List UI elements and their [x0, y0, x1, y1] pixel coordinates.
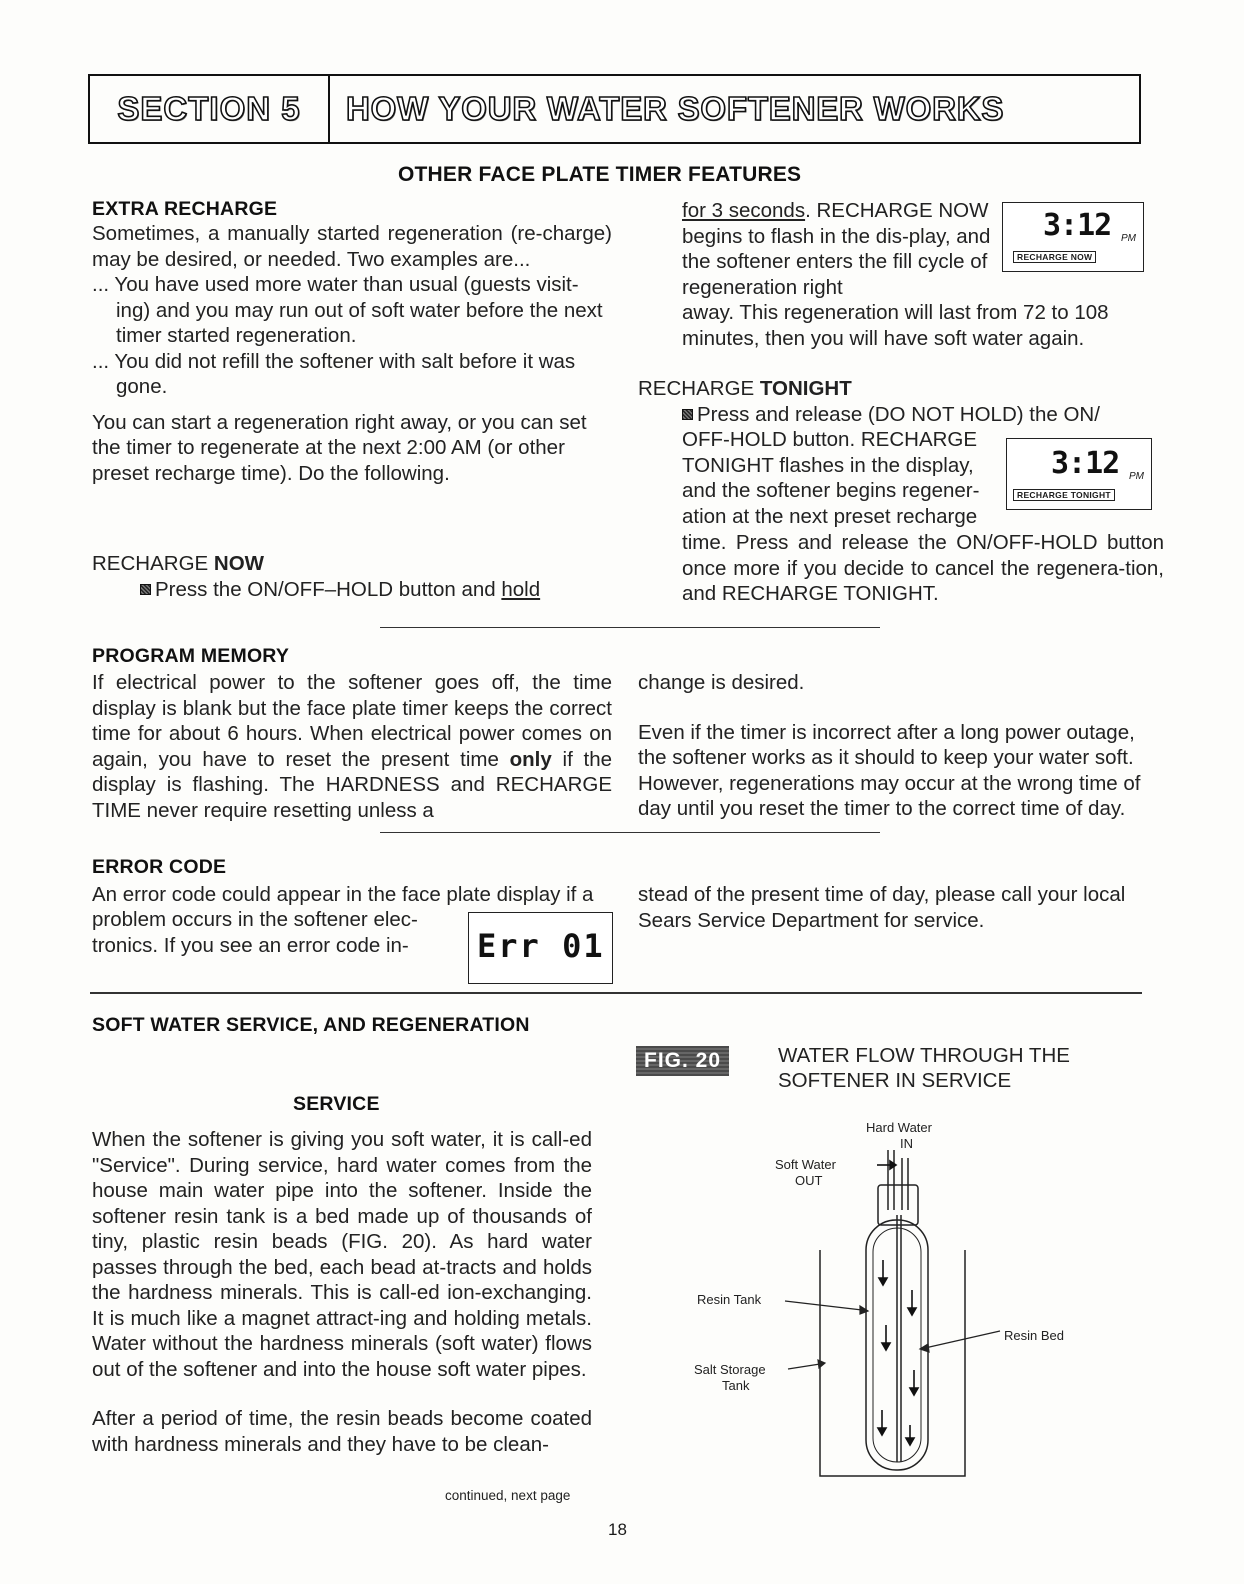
label-salt-storage: Salt Storage	[694, 1362, 766, 1377]
softener-diagram	[690, 1140, 1090, 1490]
recharge-tonight-step-body: OFF-HOLD button. RECHARGE TONIGHT flashes in the display, and the softener begins regener-ation at the next preset recharge	[682, 428, 980, 528]
display-time: 3:12	[1043, 208, 1112, 243]
features-title: OTHER FACE PLATE TIMER FEATURES	[398, 163, 802, 186]
error-code-heading: ERROR CODE	[92, 856, 227, 878]
bullet-icon	[140, 584, 151, 595]
recharge-tonight-display	[1006, 438, 1152, 510]
figure-caption-line-2: SOFTENER IN SERVICE	[778, 1069, 1012, 1092]
soft-water-heading: SOFT WATER SERVICE, AND REGENERATION	[92, 1014, 530, 1036]
hold-duration: for 3 seconds	[682, 199, 806, 222]
recharge-tonight-block	[638, 376, 1163, 427]
label-soft-water: Soft Water	[775, 1157, 836, 1172]
example-2-lead: ... You did not refill the softener with salt before it was	[92, 349, 576, 373]
display-time: 3:12	[1051, 446, 1120, 481]
recharge-tonight-step-lead: Press and release (DO NOT HOLD) the ON/	[638, 402, 1163, 428]
label-soft-water-out: OUT	[795, 1173, 823, 1188]
label-salt-storage-tank: Tank	[722, 1378, 750, 1393]
display-caption: RECHARGE TONIGHT	[1013, 489, 1115, 501]
recharge-now-cont-text: . RECHARGE NOW begins to flash in the dis-play, and the softener enters the fill cycle of regeneration right	[682, 199, 991, 299]
divider	[380, 832, 880, 833]
error-code-line2: problem occurs in the softener elec-tronics. If you see an error code in-	[92, 908, 418, 957]
divider	[380, 627, 880, 628]
extra-recharge-intro: Sometimes, a manually started regeneration (re-charge) may be desired, or needed. Two examples are...	[92, 222, 612, 271]
extra-recharge-para: You can start a regeneration right away, or you can set the timer to regenerate at the next 2:00 AM (or other preset recharge time). Do the following.	[92, 410, 587, 485]
program-memory-left: If electrical power to the softener goes off, the time display is blank but the face plate timer keeps the correct time for about 6 hours. When electrical power comes on again, you have to reset the present time only if the display is flashing. The HARDNESS and RECHARGE TIME never require resetting unless a	[92, 671, 613, 822]
continued-note: continued, next page	[445, 1488, 571, 1503]
full-divider	[90, 992, 1142, 994]
recharge-now-tail: away. This regeneration will last from 72 to 108 minutes, then you will have soft water again.	[682, 301, 1109, 350]
page-number: 18	[608, 1520, 627, 1539]
label-resin-tank: Resin Tank	[697, 1292, 762, 1307]
example-1-body: ing) and you may run out of soft water before the next timer started regeneration.	[116, 298, 603, 347]
recharge-now-step: Press the ON/OFF–HOLD button and hold	[92, 577, 612, 603]
program-memory-right-2: Even if the timer is incorrect after a long power outage, the softener works as it should to keep your water soft. However, regenerations may occur at the wrong time of day until you reset the timer to the correct time of day.	[638, 720, 1141, 820]
error-code-display	[468, 912, 613, 984]
recharge-now-continuation	[682, 198, 997, 300]
figure-caption-line-1: WATER FLOW THROUGH THE	[778, 1044, 1070, 1067]
program-memory-heading: PROGRAM MEMORY	[92, 645, 290, 667]
error-code-right: stead of the present time of day, please call your local Sears Service Department for service.	[638, 883, 1126, 932]
section-header	[88, 74, 1141, 144]
label-hard-water-in: IN	[900, 1136, 913, 1151]
bullet-icon	[682, 409, 693, 420]
label-hard-water: Hard Water	[866, 1120, 932, 1135]
service-para-1: When the softener is giving you soft water, it is call-ed "Service". During service, hard water comes from the house main water pipe into the softener. Inside the softener resin tank is a bed made up of thousands of tiny, plastic resin beads (FIG. 20). As hard water passes through the bed, each bead at-tracts and holds the hardness minerals. This is call-ed ion-exchanging. It is much like a magnet attract-ing and holding metals. Water without the hardness minerals (soft water) flows out of the softener and into the house soft water pipes.	[92, 1128, 592, 1381]
extra-recharge-block	[92, 198, 612, 486]
recharge-tonight-tail: time. Press and release the ON/OFF-HOLD button once more if you decide to cancel the regenera-tion, and RECHARGE TONIGHT.	[682, 531, 1164, 605]
salt-storage-tank-outline	[820, 1250, 965, 1476]
service-subheading: SERVICE	[293, 1093, 380, 1115]
section-title: HOW YOUR WATER SOFTENER WORKS	[346, 90, 1005, 127]
error-code-line1: An error code could appear in the face plate display if a	[92, 883, 594, 906]
recharge-tonight-heading: RECHARGE TONIGHT	[638, 377, 852, 400]
figure-badge: FIG. 20	[636, 1046, 729, 1076]
display-pm: PM	[1129, 471, 1144, 482]
recharge-now-display	[1002, 202, 1144, 272]
example-2-body: gone.	[116, 375, 168, 398]
recharge-now-heading: RECHARGE NOW	[92, 552, 264, 575]
display-pm: PM	[1121, 233, 1136, 244]
label-resin-bed: Resin Bed	[1004, 1328, 1064, 1343]
recharge-now-block	[92, 551, 612, 602]
section-label: SECTION 5	[90, 76, 330, 142]
service-para-2: After a period of time, the resin beads become coated with hardness minerals and they have to be clean-	[92, 1407, 592, 1456]
display-caption: RECHARGE NOW	[1013, 251, 1096, 263]
error-display-text: Err 01	[477, 927, 605, 965]
extra-recharge-heading: EXTRA RECHARGE	[92, 198, 278, 220]
example-1-lead: ... You have used more water than usual (guests visit-	[92, 273, 579, 296]
program-memory-right-1: change is desired.	[638, 671, 805, 694]
